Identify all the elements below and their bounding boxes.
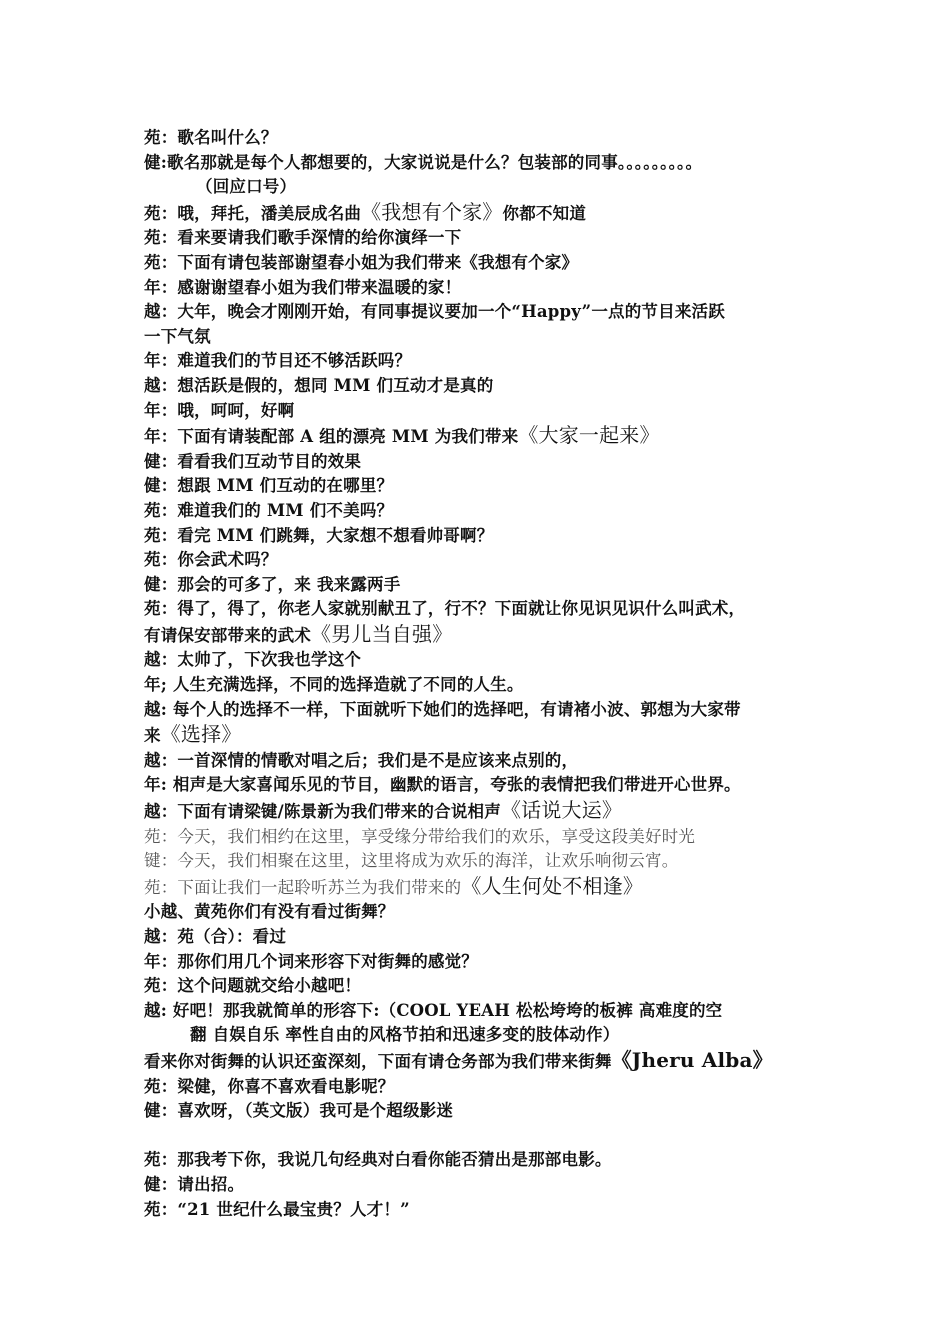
dialogue-line: 苑：“21 世纪什么最宝贵？人才！” bbox=[144, 1199, 410, 1219]
dialogue-line: 健：那会的可多了，来 我来露两手 bbox=[144, 574, 401, 594]
dialogue-line: 键：今天，我们相聚在这里，这里将成为欢乐的海洋，让欢乐响彻云宵。 bbox=[144, 851, 679, 871]
dialogue-text: 你都不知道 bbox=[502, 203, 587, 223]
dialogue-line bbox=[144, 423, 814, 450]
dialogue-line: 小越、黄苑你们有没有看过街舞？ bbox=[144, 902, 395, 922]
dialogue-line: 年: 相声是大家喜闻乐见的节目，幽默的语言，夸张的表情把我们带进开心世界。 bbox=[144, 775, 741, 795]
dialogue-line: 越: 好吧！那我就简单的形容下:（COOL YEAH 松松垮垮的板裤 高难度的空 bbox=[144, 1000, 723, 1020]
dialogue-line: 苑：看完 MM 们跳舞，大家想不想看帅哥啊？ bbox=[144, 525, 494, 545]
dialogue-line: （回应口号） bbox=[196, 177, 297, 197]
dialogue-line bbox=[144, 1048, 814, 1075]
dialogue-line: 苑：歌名叫什么？ bbox=[144, 128, 278, 147]
dialogue-line bbox=[144, 622, 814, 649]
dialogue-line: 苑：梁健，你喜不喜欢看电影呢？ bbox=[144, 1076, 395, 1096]
dialogue-line: 年：感谢谢望春小姐为我们带来温暖的家！ bbox=[144, 277, 462, 297]
dialogue-text: 年：下面有请装配部 A 组的漂亮 MM 为我们带来 bbox=[144, 427, 519, 447]
dialogue-text: 苑：哦，拜托，潘美辰成名曲 bbox=[144, 203, 362, 223]
dialogue-line bbox=[144, 798, 814, 825]
dialogue-line: 苑：今天，我们相约在这里，享受缘分带给我们的欢乐，享受这段美好时光 bbox=[144, 826, 696, 846]
dialogue-line: 越：一首深情的情歌对唱之后；我们是不是应该来点别的， bbox=[144, 750, 579, 770]
dialogue-line: 苑：你会武术吗？ bbox=[144, 550, 278, 570]
dialogue-line: 健：请出招。 bbox=[144, 1174, 245, 1194]
song-title: 《选择》 bbox=[160, 722, 242, 747]
dialogue-text: 越：下面有请梁键/陈景新为我们带来的合说相声 bbox=[144, 802, 501, 822]
dialogue-line: 苑：难道我们的 MM 们不美吗？ bbox=[144, 500, 394, 520]
dialogue-line: 健：喜欢呀，（英文版）我可是个超级影迷 bbox=[144, 1101, 454, 1121]
song-title: 《人生何处不相逢》 bbox=[461, 873, 644, 898]
dialogue-line: 翻 自娱自乐 率性自由的风格节拍和迅速多变的肢体动作） bbox=[190, 1025, 620, 1045]
dialogue-line bbox=[144, 722, 814, 749]
dialogue-text: 有请保安部带来的武术 bbox=[144, 625, 311, 645]
song-title: 《我想有个家》 bbox=[361, 199, 503, 224]
dialogue-line: 年：哦，呵呵，好啊 bbox=[144, 400, 295, 420]
document-page bbox=[144, 126, 814, 1222]
dialogue-line bbox=[144, 874, 814, 901]
dialogue-line: 健：看看我们互动节目的效果 bbox=[144, 451, 362, 471]
dialogue-line: 越：大年，晚会才刚刚开始，有同事提议要加一个“Happy”一点的节目来活跃 bbox=[144, 302, 725, 322]
dialogue-line: 年：那你们用几个词来形容下对街舞的感觉？ bbox=[144, 951, 478, 971]
song-title: 《男儿当自强》 bbox=[311, 621, 453, 646]
dialogue-line: 苑：得了，得了，你老人家就别献丑了，行不？下面就让你见识见识什么叫武术， bbox=[144, 599, 746, 619]
dialogue-line: 苑：看来要请我们歌手深情的给你演绎一下 bbox=[144, 228, 462, 248]
dialogue-line: 越：太帅了，下次我也学这个 bbox=[144, 650, 362, 670]
dialogue-line: 年; 人生充满选择，不同的选择造就了不同的人生。 bbox=[144, 675, 524, 695]
dialogue-line: 年：难道我们的节目还不够活跃吗？ bbox=[144, 351, 412, 371]
blank-line bbox=[144, 1124, 814, 1149]
dialogue-line: 越：想活跃是假的，想同 MM 们互动才是真的 bbox=[144, 375, 494, 395]
dialogue-line: 健:歌名那就是每个人都想要的，大家说说是什么？包装部的同事。。。。。。。。。 bbox=[144, 152, 703, 172]
dialogue-line: 越：苑（合）：看过 bbox=[144, 927, 287, 946]
dialogue-text: 看来你对街舞的认识还蛮深刻，下面有请仓务部为我们带来街舞 bbox=[144, 1051, 612, 1071]
dialogue-text: 来 bbox=[144, 726, 161, 746]
song-title: 《话说大运》 bbox=[500, 798, 623, 823]
dialogue-line: 越: 每个人的选择不一样，下面就听下她们的选择吧，有请褚小波、郭想为大家带 bbox=[144, 699, 741, 719]
dialogue-text: 苑：下面让我们一起聆听苏兰为我们带来的 bbox=[144, 877, 462, 897]
song-title: 《Jheru Alba》 bbox=[611, 1047, 773, 1072]
dialogue-line: 健：想跟 MM 们互动的在哪里？ bbox=[144, 476, 394, 496]
dialogue-line: 一下气氛 bbox=[144, 326, 211, 346]
dialogue-line: 苑：下面有请包装部谢望春小姐为我们带来《我想有个家》 bbox=[144, 252, 579, 272]
dialogue-line: 苑：那我考下你，我说几句经典对白看你能否猜出是那部电影。 bbox=[144, 1150, 612, 1170]
song-title: 《大家一起来》 bbox=[518, 423, 660, 448]
dialogue-line: 苑：这个问题就交给小越吧！ bbox=[144, 976, 362, 996]
dialogue-line bbox=[144, 200, 814, 227]
